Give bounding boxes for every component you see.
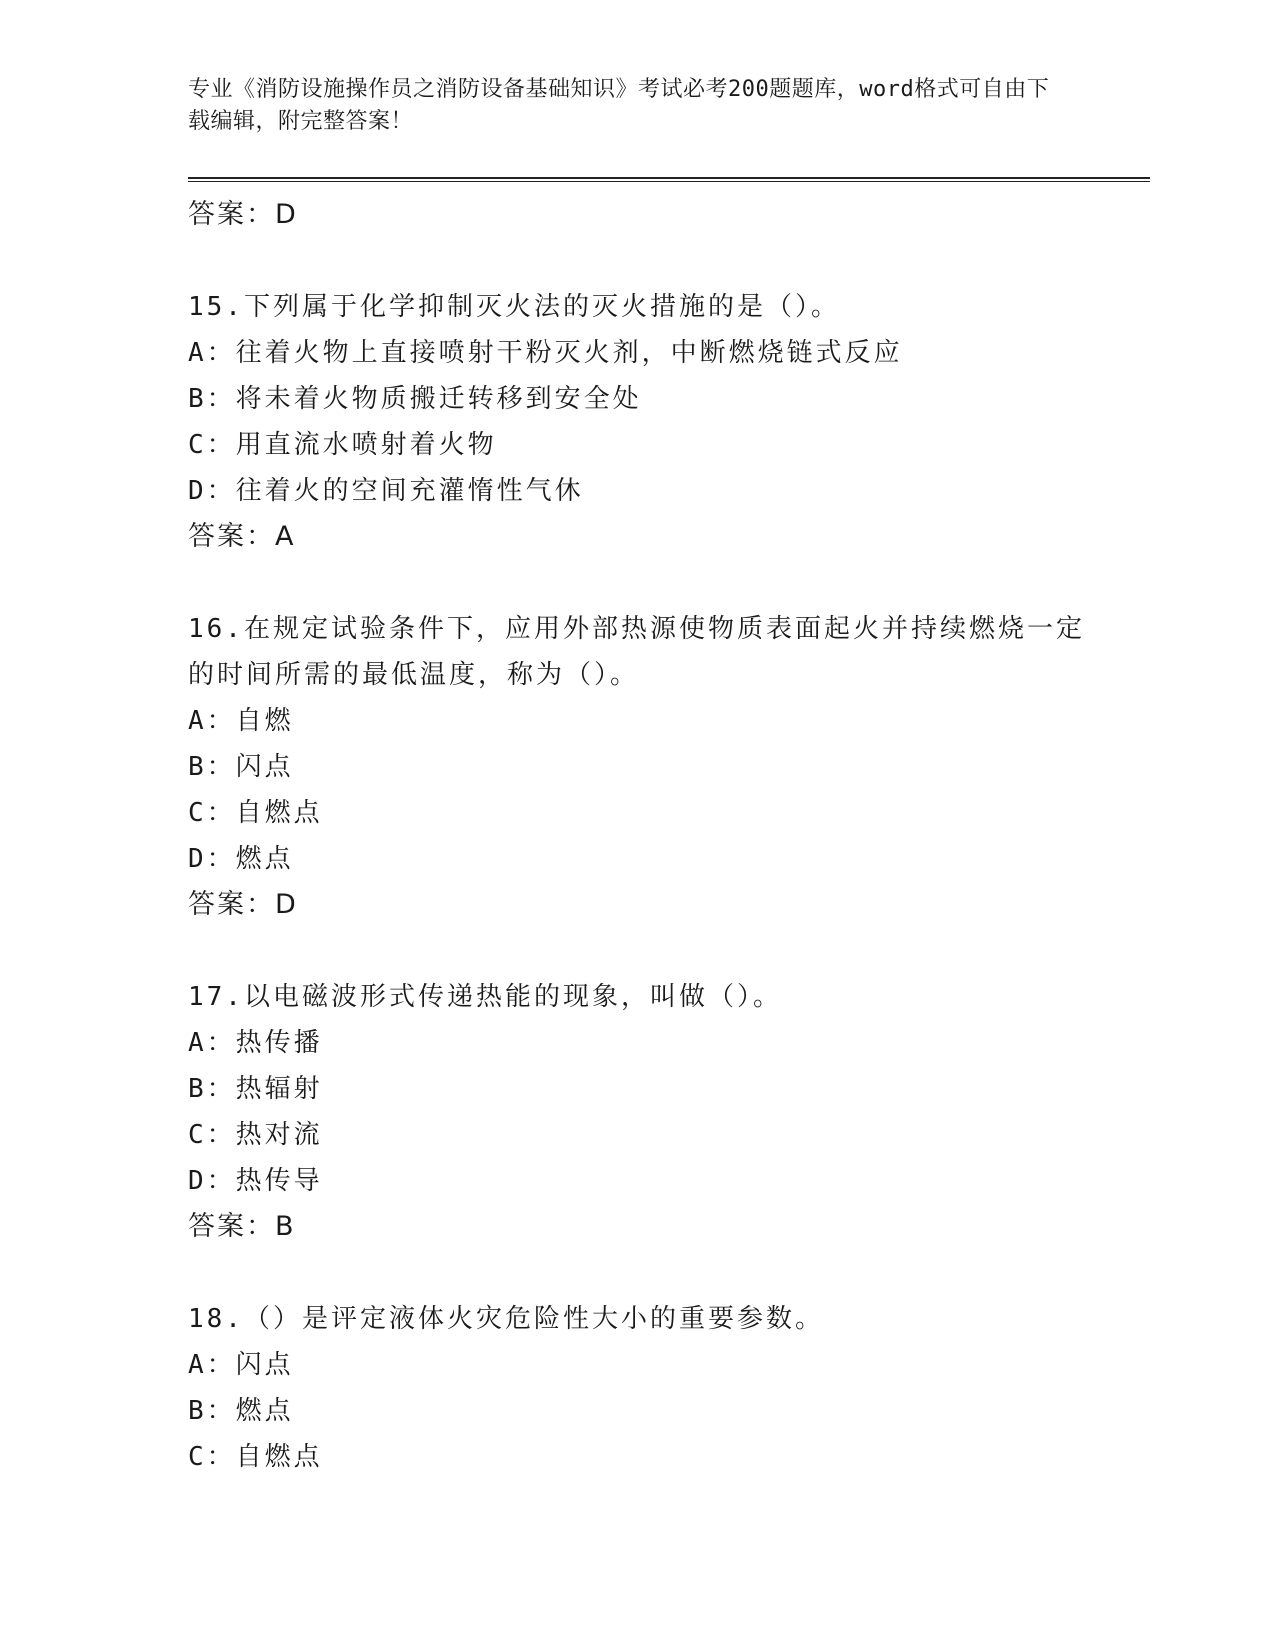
question-16	[188, 606, 1108, 928]
question-17	[188, 974, 1108, 1250]
question-stem-line-2: 的时间所需的最低温度，称为（）。	[188, 660, 640, 690]
header-divider	[188, 177, 1150, 182]
spacer	[188, 238, 1108, 284]
option-d: D：热传导	[188, 1166, 323, 1196]
option-c: C：热对流	[188, 1120, 323, 1150]
option-b: B：将未着火物质搬迁转移到安全处	[188, 384, 642, 414]
answer: 答案：D	[188, 889, 298, 920]
option-a: A：闪点	[188, 1350, 294, 1380]
option-a: A：自燃	[188, 706, 294, 736]
answer: 答案：A	[188, 521, 296, 552]
question-stem-line-1: 16.在规定试验条件下，应用外部热源使物质表面起火并持续燃烧一定	[188, 614, 1085, 644]
page-header: 专业《消防设施操作员之消防设备基础知识》考试必考200题题库，word格式可自由下载编辑，附完整答案！	[188, 77, 1050, 134]
question-stem: 15.下列属于化学抑制灭火法的灭火措施的是（）。	[188, 292, 840, 322]
answer-prev: 答案：D	[188, 199, 298, 230]
option-b: B：热辐射	[188, 1074, 323, 1104]
option-b: B：燃点	[188, 1396, 294, 1426]
option-d: D：往着火的空间充灌惰性气休	[188, 476, 584, 506]
question-15	[188, 284, 1108, 560]
option-a: A：热传播	[188, 1028, 323, 1058]
spacer	[188, 1250, 1108, 1296]
option-c: C：自燃点	[188, 1442, 323, 1472]
question-stem: 17.以电磁波形式传递热能的现象，叫做（）。	[188, 982, 782, 1012]
option-c: C：用直流水喷射着火物	[188, 430, 497, 460]
option-b: B：闪点	[188, 752, 294, 782]
spacer	[188, 560, 1108, 606]
option-d: D：燃点	[188, 844, 294, 874]
question-stem: 18.（）是评定液体火灾危险性大小的重要参数。	[188, 1304, 824, 1334]
spacer	[188, 928, 1108, 974]
question-content	[188, 192, 1108, 1480]
option-a: A：往着火物上直接喷射干粉灭火剂，中断燃烧链式反应	[188, 338, 903, 368]
question-18	[188, 1296, 1108, 1480]
option-c: C：自燃点	[188, 798, 323, 828]
answer: 答案：B	[188, 1211, 296, 1242]
